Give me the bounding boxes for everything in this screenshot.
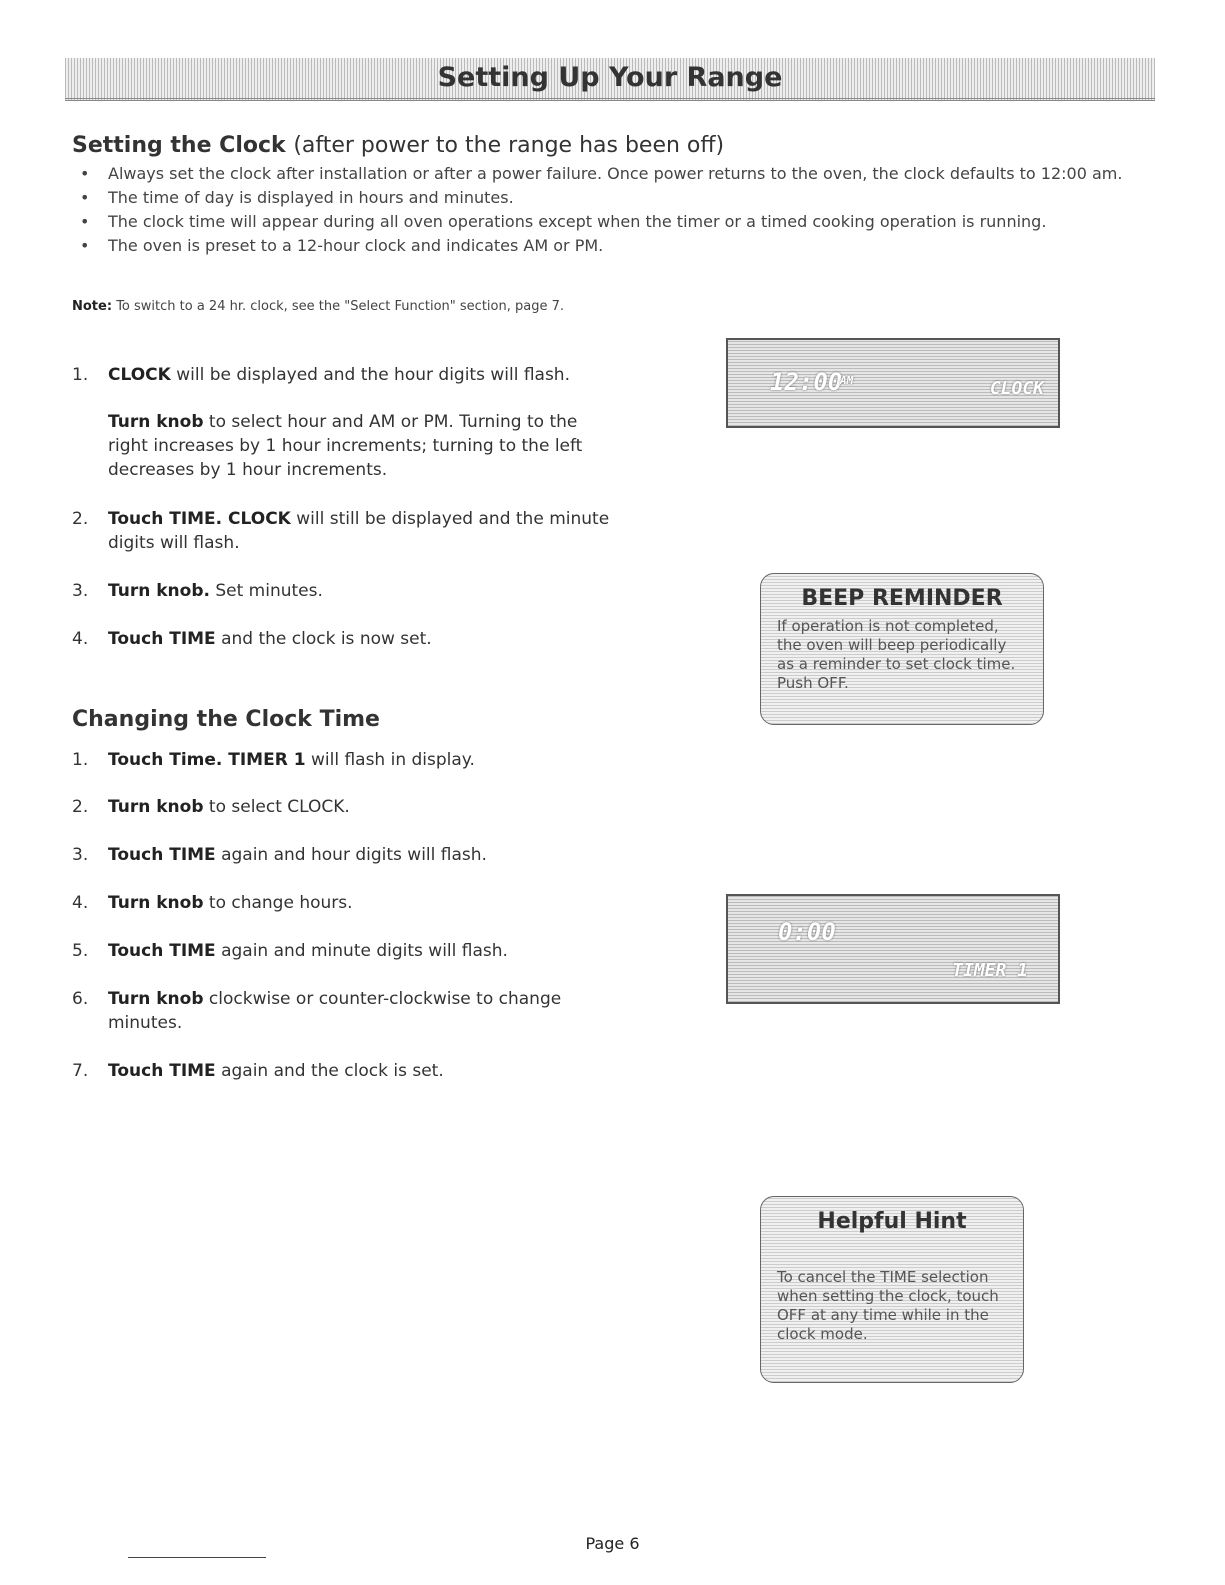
divider <box>128 1557 266 1558</box>
step: 1. Touch Time. TIMER 1 will flash in display. <box>72 750 475 770</box>
step: 2. Turn knob to select CLOCK. <box>72 797 350 817</box>
bullet: • The time of day is displayed in hours and minutes. <box>80 187 1160 209</box>
bullet-list <box>80 163 1160 259</box>
step: Turn knob to select hour and AM or PM. Turning to the right increases by 1 hour increments; turning to the left decreases by 1 hour increments. <box>108 412 583 480</box>
helpful-hint-box: Helpful Hint To cancel the TIME selection when setting the clock, touch OFF at any time while in the clock mode. <box>760 1196 1024 1383</box>
page-banner <box>65 58 1155 101</box>
clock-display-illustration: 12:00 AM CLOCK <box>726 338 1060 428</box>
banner-title: Setting Up Your Range <box>437 62 783 93</box>
bullet: • The oven is preset to a 12-hour clock and indicates AM or PM. <box>80 235 1160 257</box>
step: 7. Touch TIME again and the clock is set. <box>72 1061 444 1081</box>
section-title-setting-clock: Setting the Clock (after power to the range has been off) <box>72 133 725 158</box>
beep-reminder-box: BEEP REMINDER If operation is not completed, the oven will beep periodically as a reminder to set clock time. Push OFF. <box>760 573 1044 725</box>
step: 4. Turn knob to change hours. <box>72 893 353 913</box>
bullet: • Always set the clock after installation or after a power failure. Once power returns to the oven, the clock defaults to 12:00 am. <box>80 163 1160 185</box>
bullet: • The clock time will appear during all oven operations except when the timer or a timed cooking operation is running. <box>80 211 1160 233</box>
step: 4. Touch TIME and the clock is now set. <box>72 629 432 649</box>
step: 3. Turn knob. Set minutes. <box>72 581 323 601</box>
note: Note: To switch to a 24 hr. clock, see the "Select Function" section, page 7. <box>72 299 564 314</box>
step: 6. Turn knob clockwise or counter-clockwise to change minutes. <box>72 989 562 1033</box>
timer-display-illustration: 0:00 TIMER 1 <box>726 894 1060 1004</box>
page-number: Page 6 <box>585 1534 640 1553</box>
step: 5. Touch TIME again and minute digits will flash. <box>72 941 508 961</box>
step: 2. Touch TIME. CLOCK will still be displayed and the minute digits will flash. <box>72 509 610 553</box>
step: 1. CLOCK will be displayed and the hour digits will flash. <box>72 365 570 385</box>
step: 3. Touch TIME again and hour digits will flash. <box>72 845 487 865</box>
section-title-changing-clock: Changing the Clock Time <box>72 707 380 732</box>
